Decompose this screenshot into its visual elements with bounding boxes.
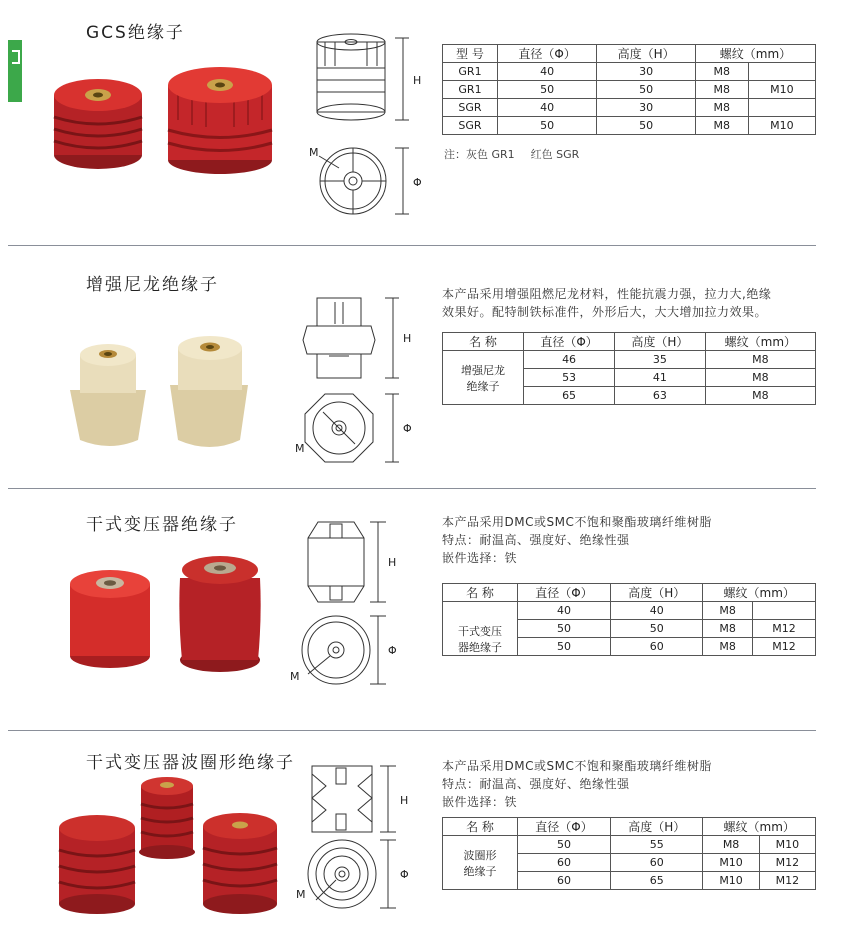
dry-transformer-description: 本产品采用DMC或SMC不饱和聚酯玻璃纤维树脂 特点：耐温高、强度好、绝缘性强 嵌件选择：铁 bbox=[442, 515, 712, 565]
gcs-technical-drawing bbox=[305, 28, 435, 223]
table-cell: 60 bbox=[518, 854, 611, 872]
table-cell: 30 bbox=[597, 63, 696, 81]
table-cell: M12 bbox=[752, 620, 815, 638]
table-cell: 40 bbox=[611, 602, 703, 620]
table-cell: 40 bbox=[518, 602, 611, 620]
table-cell: M10 bbox=[748, 81, 815, 99]
table-row bbox=[443, 584, 816, 602]
diameter-label: Φ bbox=[413, 176, 422, 189]
table-cell: M8 bbox=[703, 602, 752, 620]
table-cell: M12 bbox=[752, 638, 815, 656]
table-cell: M12 bbox=[759, 872, 815, 890]
nylon-spec-table bbox=[442, 332, 816, 405]
section-title-dry-transformer: 干式变压器绝缘子 bbox=[86, 515, 238, 535]
table-row bbox=[443, 63, 816, 81]
table-row bbox=[443, 351, 816, 369]
table-cell: M8 bbox=[705, 387, 815, 405]
col-header-diameter: 直径（Φ） bbox=[524, 333, 615, 351]
table-cell: 53 bbox=[524, 369, 615, 387]
table-row bbox=[443, 99, 816, 117]
thread-label: M bbox=[309, 146, 319, 159]
table-row bbox=[443, 45, 816, 63]
table-cell: 30 bbox=[597, 99, 696, 117]
height-label: H bbox=[400, 794, 409, 807]
table-row bbox=[443, 818, 816, 836]
table-row bbox=[443, 333, 816, 351]
col-header-model: 型 号 bbox=[443, 45, 498, 63]
gcs-insulator-photo bbox=[40, 55, 290, 180]
corrugated-technical-drawing bbox=[292, 758, 432, 938]
table-cell: 65 bbox=[524, 387, 615, 405]
diameter-label: Φ bbox=[403, 422, 412, 435]
height-label: H bbox=[388, 556, 397, 569]
table-cell: 60 bbox=[611, 854, 703, 872]
product-name-cell: 波圈形 绝缘子 bbox=[443, 836, 518, 890]
col-header-thread: 螺纹（mm） bbox=[703, 818, 816, 836]
table-cell: 40 bbox=[498, 63, 597, 81]
table-row bbox=[443, 602, 816, 620]
table-cell: 55 bbox=[611, 836, 703, 854]
section-title-corrugated: 干式变压器波圈形绝缘子 bbox=[86, 753, 295, 773]
table-cell bbox=[748, 63, 815, 81]
table-cell: 50 bbox=[611, 620, 703, 638]
table-cell: GR1 bbox=[443, 81, 498, 99]
table-cell: 60 bbox=[611, 638, 703, 656]
corrugated-insulator-photo bbox=[55, 772, 290, 917]
table-cell: M8 bbox=[695, 63, 748, 81]
table-cell: M10 bbox=[759, 836, 815, 854]
table-cell: 50 bbox=[597, 81, 696, 99]
table-row bbox=[443, 117, 816, 135]
table-cell: GR1 bbox=[443, 63, 498, 81]
col-header-thread: 螺纹（mm） bbox=[695, 45, 815, 63]
col-header-name: 名 称 bbox=[443, 584, 518, 602]
col-header-diameter: 直径（Φ） bbox=[518, 818, 611, 836]
diameter-label: Φ bbox=[388, 644, 397, 657]
table-cell: M8 bbox=[703, 620, 752, 638]
section-divider bbox=[8, 730, 816, 731]
section-title-nylon: 增强尼龙绝缘子 bbox=[86, 275, 219, 295]
table-row bbox=[443, 836, 816, 854]
thread-label: M bbox=[296, 888, 306, 901]
section-divider bbox=[8, 488, 816, 489]
table-cell: 50 bbox=[518, 620, 611, 638]
col-header-thread: 螺纹（mm） bbox=[705, 333, 815, 351]
section-title-gcs: GCS绝缘子 bbox=[86, 23, 185, 43]
table-cell: 63 bbox=[615, 387, 706, 405]
col-header-height: 高度（H） bbox=[611, 584, 703, 602]
table-cell: 40 bbox=[498, 99, 597, 117]
section-divider bbox=[8, 245, 816, 246]
dry-transformer-technical-drawing bbox=[290, 518, 430, 693]
dry-transformer-insulator-photo bbox=[60, 548, 270, 678]
table-cell: SGR bbox=[443, 99, 498, 117]
diameter-label: Φ bbox=[400, 868, 409, 881]
corrugated-spec-table bbox=[442, 817, 816, 890]
col-header-thread: 螺纹（mm） bbox=[703, 584, 816, 602]
nylon-insulator-photo bbox=[60, 330, 260, 455]
col-header-height: 高度（H） bbox=[597, 45, 696, 63]
col-header-name: 名 称 bbox=[443, 333, 524, 351]
col-header-diameter: 直径（Φ） bbox=[498, 45, 597, 63]
table-cell: M8 bbox=[695, 117, 748, 135]
nylon-technical-drawing bbox=[295, 290, 425, 465]
height-label: H bbox=[413, 74, 422, 87]
table-cell: 50 bbox=[518, 836, 611, 854]
table-cell: M8 bbox=[705, 369, 815, 387]
corrugated-description: 本产品采用DMC或SMC不饱和聚酯玻璃纤维树脂 特点：耐温高、强度好、绝缘性强 嵌件选择：铁 bbox=[442, 759, 712, 809]
table-cell: 65 bbox=[611, 872, 703, 890]
table-cell: 60 bbox=[518, 872, 611, 890]
table-cell: M8 bbox=[695, 99, 748, 117]
table-cell: 50 bbox=[498, 81, 597, 99]
col-header-name: 名 称 bbox=[443, 818, 518, 836]
table-cell: M10 bbox=[703, 854, 759, 872]
table-cell: 35 bbox=[615, 351, 706, 369]
side-tab-marker bbox=[8, 40, 22, 102]
dry-transformer-spec-table bbox=[442, 583, 816, 656]
table-cell bbox=[748, 99, 815, 117]
table-cell: M8 bbox=[703, 638, 752, 656]
table-cell bbox=[752, 602, 815, 620]
height-label: H bbox=[403, 332, 412, 345]
product-name-cell: 干式变压 器绝缘子 bbox=[443, 602, 518, 656]
nylon-description: 本产品采用增强阻燃尼龙材料，性能抗震力强，拉力大,绝缘 效果好。配特制铁标准件，外形后大，大大增加拉力效果。 bbox=[442, 287, 772, 319]
col-header-diameter: 直径（Φ） bbox=[518, 584, 611, 602]
table-cell: SGR bbox=[443, 117, 498, 135]
table-cell: M8 bbox=[703, 836, 759, 854]
gcs-spec-table bbox=[442, 44, 816, 135]
col-header-height: 高度（H） bbox=[615, 333, 706, 351]
table-row bbox=[443, 81, 816, 99]
table-cell: 46 bbox=[524, 351, 615, 369]
gcs-color-note: 注：灰色 GR1 红色 SGR bbox=[444, 148, 580, 161]
thread-label: M bbox=[290, 670, 300, 683]
table-cell: M8 bbox=[695, 81, 748, 99]
thread-label: M bbox=[295, 442, 305, 455]
table-cell: M12 bbox=[759, 854, 815, 872]
table-cell: 41 bbox=[615, 369, 706, 387]
table-cell: M10 bbox=[748, 117, 815, 135]
table-cell: 50 bbox=[498, 117, 597, 135]
table-cell: 50 bbox=[597, 117, 696, 135]
product-name-cell: 增强尼龙 绝缘子 bbox=[443, 351, 524, 405]
table-cell: M8 bbox=[705, 351, 815, 369]
table-cell: 50 bbox=[518, 638, 611, 656]
col-header-height: 高度（H） bbox=[611, 818, 703, 836]
table-cell: M10 bbox=[703, 872, 759, 890]
